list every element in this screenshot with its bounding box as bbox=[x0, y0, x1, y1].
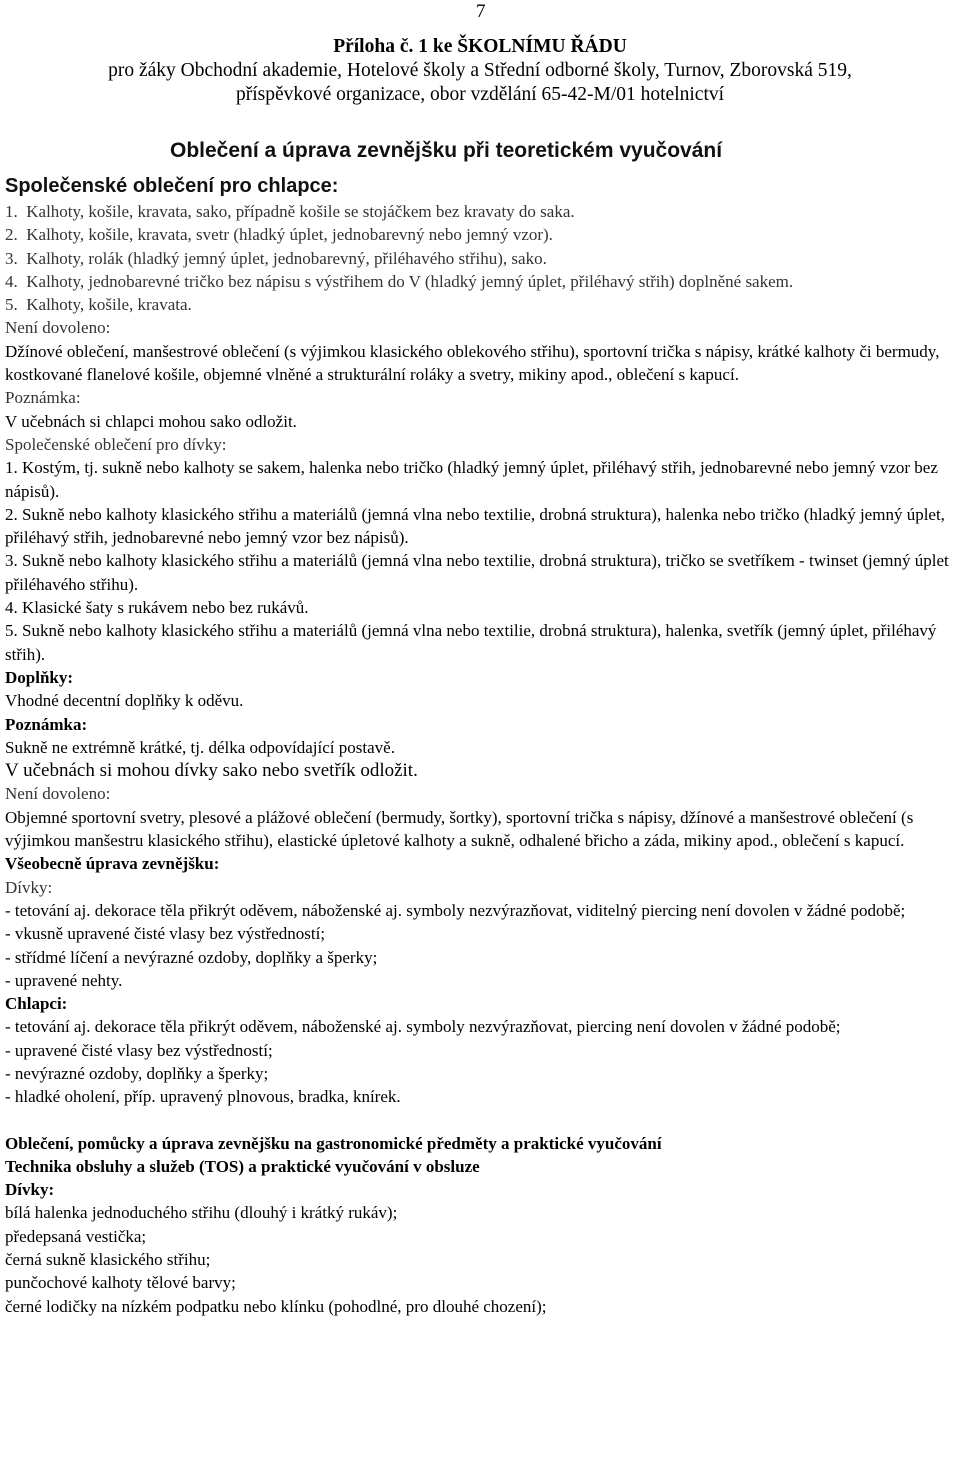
general-heading: Všeobecně úprava zevnějšku: bbox=[5, 854, 220, 874]
list-item: punčochové kalhoty tělové barvy; bbox=[5, 1273, 236, 1293]
list-item: - střídmé líčení a nevýrazné ozdoby, doplňky a šperky; bbox=[5, 947, 378, 967]
boys-heading: Společenské oblečení pro chlapce: bbox=[5, 175, 339, 197]
boys-list bbox=[5, 200, 957, 316]
list-item: 3. Kalhoty, rolák (hladký jemný úplet, jednobarevný, přiléhavého střihu), sako. bbox=[5, 248, 547, 268]
list-item: 2. Kalhoty, košile, kravata, svetr (hladký úplet, jednobarevný nebo jemný vzor). bbox=[5, 225, 553, 245]
list-item: - hladké oholení, příp. upravený plnovous, bradka, knírek. bbox=[5, 1087, 401, 1107]
list-item: 4. Kalhoty, jednobarevné tričko bez nápisu s výstřihem do V (hladký jemný úplet, přiléhavý střih) doplněné sakem. bbox=[5, 271, 794, 291]
organization-line: příspěvkové organizace, obor vzdělání 65-42-M/01 hotelnictví bbox=[235, 84, 725, 105]
list-item: - tetování aj. dekorace těla přikrýt oděvem, náboženské aj. symboly nezvýrazňovat, piercing není dovolen v žádné podobě; bbox=[5, 1017, 841, 1037]
list-item: 4. Klasické šaty s rukávem nebo bez rukávů. bbox=[5, 598, 309, 618]
main-title: Oblečení a úprava zevnějšku při teoretickém vyučování bbox=[170, 139, 723, 162]
list-item: - upravené nehty. bbox=[5, 970, 123, 990]
general-boys-label: Chlapci: bbox=[5, 994, 68, 1014]
girls-note-label: Poznámka: bbox=[5, 714, 88, 734]
list-item: černé lodičky na nízkém podpatku nebo klínku (pohodlné, pro dlouhé chození); bbox=[5, 1296, 547, 1316]
list-item: 2. Sukně nebo kalhoty klasického střihu a materiálů (jemná vlna nebo textilie, drobná struktura), halenka nebo tričko (hladký jemný úplet, přiléhavý střih, jednobarevné nebo jemný vzor bez nápisů). bbox=[5, 504, 945, 548]
list-item: 1. Kostým, tj. sukně nebo kalhoty se sakem, halenka nebo tričko (hladký jemný úplet, přiléhavý střih, jednobarevné nebo jemný vzor bez nápisů). bbox=[5, 458, 938, 501]
document-body bbox=[5, 172, 957, 1318]
list-item: 3. Sukně nebo kalhoty klasického střihu a materiálů (jemná vlna nebo textilie, drobná struktura), tričko se svetříkem - twinset (jemný úplet přiléhavého střihu). bbox=[5, 551, 949, 594]
page-number: 7 bbox=[476, 1, 486, 22]
practical-title: Oblečení, pomůcky a úprava zevnějšku na gastronomické předměty a praktické vyučování bbox=[5, 1133, 662, 1153]
list-item: - upravené čisté vlasy bez výstředností; bbox=[5, 1040, 273, 1060]
list-item: - nevýrazné ozdoby, doplňky a šperky; bbox=[5, 1063, 269, 1083]
list-item: - vkusně upravené čisté vlasy bez výstředností; bbox=[5, 924, 326, 944]
girls-not-allowed-label: Není dovoleno: bbox=[5, 784, 111, 804]
accessories-label: Doplňky: bbox=[5, 667, 74, 687]
document-header bbox=[0, 35, 960, 107]
annex-title: Příloha č. 1 ke ŠKOLNÍMU ŘÁDU bbox=[333, 36, 627, 57]
list-item: - tetování aj. dekorace těla přikrýt oděvem, náboženské aj. symboly nezvýrazňovat, viditelný piercing není dovolen v žádné podobě; bbox=[5, 900, 906, 920]
general-girls-label: Dívky: bbox=[5, 877, 53, 897]
list-item: předepsaná vestička; bbox=[5, 1226, 147, 1246]
accessories-text: Vhodné decentní doplňky k oděvu. bbox=[5, 691, 244, 711]
practical-girls-label: Dívky: bbox=[5, 1180, 55, 1200]
boys-note-label: Poznámka: bbox=[5, 388, 81, 408]
practical-subtitle: Technika obsluhy a služeb (TOS) a praktické vyučování v obsluze bbox=[5, 1156, 480, 1176]
list-item: 5. Kalhoty, košile, kravata. bbox=[5, 295, 192, 315]
list-item: bílá halenka jednoduchého střihu (dlouhý i krátký rukáv); bbox=[5, 1203, 398, 1223]
list-item: 1. Kalhoty, košile, kravata, sako, případně košile se stojáčkem bez kravaty do saka. bbox=[5, 202, 575, 221]
list-item: 5. Sukně nebo kalhoty klasického střihu a materiálů (jemná vlna nebo textilie, drobná struktura), halenka, svetřík (jemný úplet, přiléhavý střih). bbox=[5, 621, 937, 664]
girls-heading: Společenské oblečení pro dívky: bbox=[5, 434, 227, 454]
section-spacer bbox=[5, 1109, 957, 1132]
boys-not-allowed-text: Džínové oblečení, manšestrové oblečení (s výjimkou klasického oblekového střihu), sportovní trička s nápisy, krátké kalhoty či bermudy, kostkované flanelové košile, objemné vlněné a strukturální roláky a svetry, mikiny apod., oblečení s kapucí. bbox=[5, 341, 940, 385]
boys-not-allowed-label: Není dovoleno: bbox=[5, 318, 111, 338]
girls-note-text-1: Sukně ne extrémně krátké, tj. délka odpovídající postavě. bbox=[5, 737, 395, 757]
school-line: pro žáky Obchodní akademie, Hotelové školy a Střední odborné školy, Turnov, Zborovská 519, bbox=[108, 60, 852, 81]
boys-note-text: V učebnách si chlapci mohou sako odložit. bbox=[5, 411, 297, 431]
girls-not-allowed-text: Objemné sportovní svetry, plesové a plážové oblečení (bermudy, šortky), sportovní trička s nápisy, džínové a manšestrové oblečení (s výjimkou manšestru klasického střihu), elastické úpletové kalhoty a sukně, odhalené břicho a záda, mikiny apod., oblečení s kapucí. bbox=[5, 807, 914, 851]
girls-note-text-2: V učebnách si mohou dívky sako nebo svetřík odložit. bbox=[5, 760, 418, 782]
list-item: černá sukně klasického střihu; bbox=[5, 1250, 211, 1270]
